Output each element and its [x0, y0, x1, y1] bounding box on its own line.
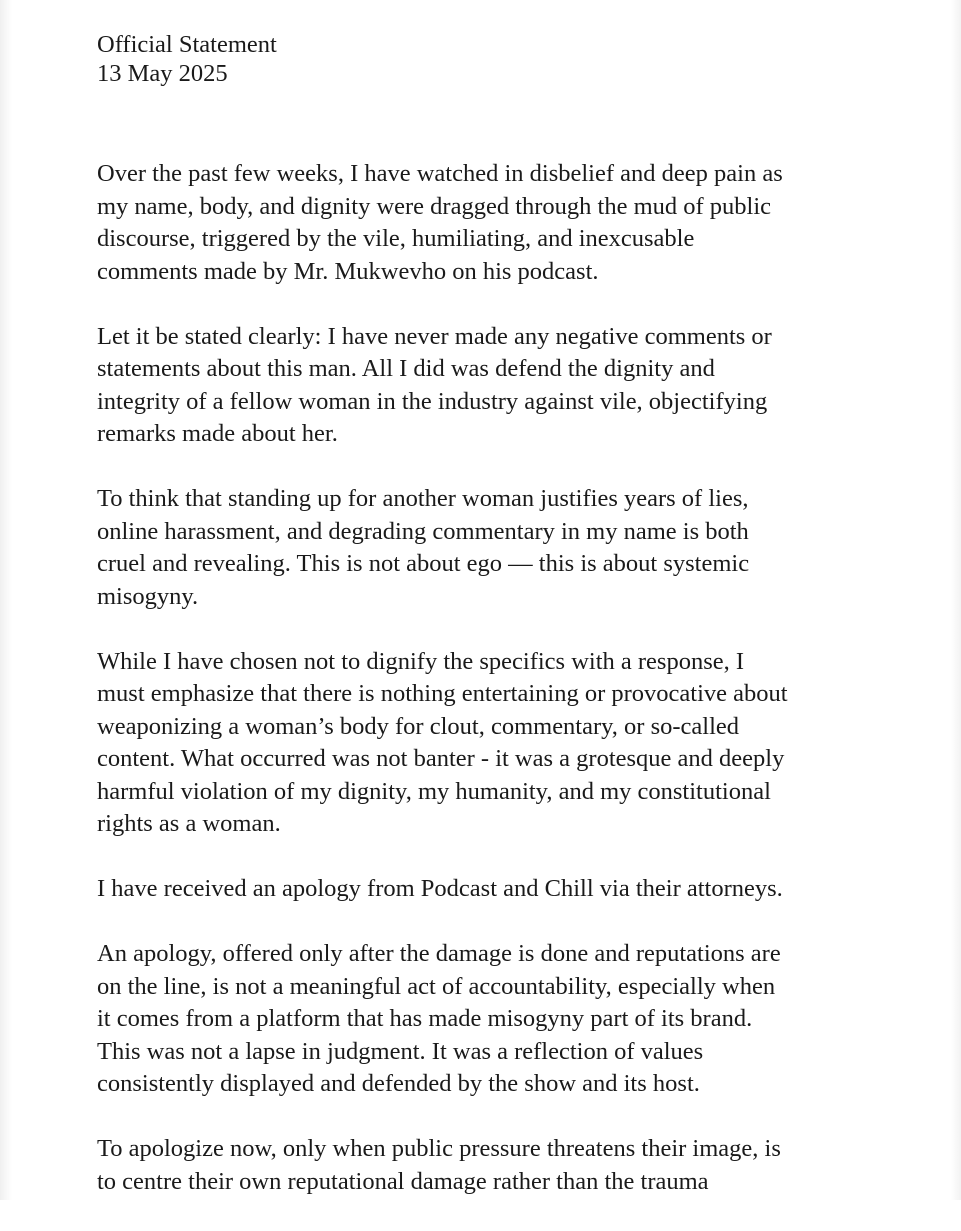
- text-line: comments made by Mr. Mukwevho on his podcast.: [97, 257, 599, 285]
- text-line: rights as a woman.: [97, 810, 281, 837]
- text-line: remarks made about her.: [97, 420, 338, 447]
- paragraph-7: [97, 1133, 897, 1198]
- text-line: on the line, is not a meaningful act of accountability, especially when: [97, 972, 776, 1000]
- text-line: consistently displayed and defended by the show and its host.: [97, 1070, 700, 1097]
- text-line: must emphasize that there is nothing entertaining or provocative about: [97, 680, 788, 707]
- text-line: statements about this man. All I did was defend the dignity and: [97, 355, 715, 382]
- text-line: my name, body, and dignity were dragged through the mud of public: [97, 192, 772, 220]
- paragraph-3: [97, 483, 897, 613]
- text-line: I have received an apology from Podcast and Chill via their attorneys.: [97, 875, 783, 902]
- text-line: content. What occurred was not banter - it was a grotesque and deeply: [97, 745, 785, 772]
- text-line: integrity of a fellow woman in the industry against vile, objectifying: [97, 387, 768, 415]
- statement-header: [97, 30, 277, 88]
- paragraph-4: [97, 646, 897, 841]
- text-line: harmful violation of my dignity, my humanity, and my constitutional: [97, 777, 771, 805]
- document-title: Official Statement: [97, 31, 277, 58]
- text-line: online harassment, and degrading commentary in my name is both: [97, 517, 749, 545]
- paragraph-6: [97, 938, 897, 1101]
- statement-body: [97, 158, 897, 1231]
- text-line: An apology, offered only after the damage is done and reputations are: [97, 940, 781, 967]
- text-line: To think that standing up for another woman justifies years of lies,: [97, 485, 749, 512]
- text-line: Let it be stated clearly: I have never made any negative comments or: [97, 322, 772, 350]
- text-line: weaponizing a woman’s body for clout, commentary, or so-called: [97, 712, 740, 740]
- text-line: While I have chosen not to dignify the specifics with a response, I: [97, 647, 745, 675]
- paragraph-2: [97, 321, 897, 451]
- text-line: This was not a lapse in judgment. It was a reflection of values: [97, 1037, 704, 1065]
- text-line: discourse, triggered by the vile, humiliating, and inexcusable: [97, 225, 695, 252]
- text-line: it comes from a platform that has made misogyny part of its brand.: [97, 1005, 753, 1032]
- document-date: 13 May 2025: [97, 60, 228, 87]
- text-line: to centre their own reputational damage rather than the trauma: [97, 1167, 709, 1195]
- text-line: cruel and revealing. This is not about ego — this is about systemic: [97, 550, 750, 577]
- text-line: To apologize now, only when public pressure threatens their image, is: [97, 1135, 781, 1162]
- text-line: Over the past few weeks, I have watched in disbelief and deep pain as: [97, 160, 783, 187]
- paragraph-5: [97, 873, 897, 906]
- text-line: misogyny.: [97, 582, 199, 610]
- paragraph-1: [97, 158, 897, 288]
